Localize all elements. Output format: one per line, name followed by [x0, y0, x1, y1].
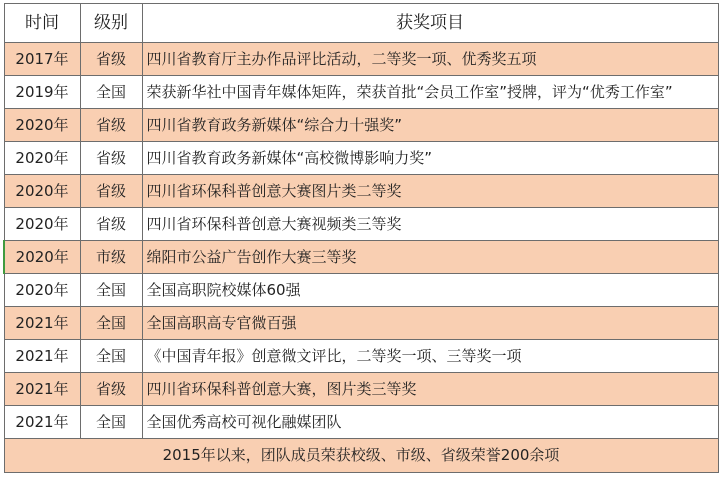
- table-row: [4, 274, 718, 307]
- row-item: 全国高职院校媒体60强: [142, 274, 718, 307]
- table-row: [4, 208, 718, 241]
- row-level: 省级: [80, 208, 142, 241]
- row-level: 全国: [80, 76, 142, 109]
- row-time: 2017年: [4, 43, 80, 76]
- row-level: 省级: [80, 43, 142, 76]
- footer-summary: 2015年以来，团队成员荣获校级、市级、省级荣誉200余项: [4, 439, 718, 473]
- row-item: 四川省教育政务新媒体“综合力十强奖”: [142, 109, 718, 142]
- table-row: [4, 175, 718, 208]
- row-time: 2020年: [4, 208, 80, 241]
- row-item: 四川省环保科普创意大赛图片类二等奖: [142, 175, 718, 208]
- table-row: [4, 340, 718, 373]
- footer-row: [4, 439, 718, 473]
- row-item: 全国高职高专官微百强: [142, 307, 718, 340]
- row-level: 全国: [80, 274, 142, 307]
- row-level: 全国: [80, 406, 142, 439]
- table-row: [4, 109, 718, 142]
- table-row: [4, 142, 718, 175]
- row-item: 《中国青年报》创意微文评比，二等奖一项、三等奖一项: [142, 340, 718, 373]
- table-row: [4, 43, 718, 76]
- header-item: 获奖项目: [142, 4, 718, 43]
- row-time: 2019年: [4, 76, 80, 109]
- row-item: 四川省环保科普创意大赛视频类三等奖: [142, 208, 718, 241]
- row-level: 全国: [80, 340, 142, 373]
- table-row: [4, 373, 718, 406]
- row-level: 省级: [80, 373, 142, 406]
- row-time: 2020年: [4, 241, 80, 274]
- row-time: 2021年: [4, 373, 80, 406]
- row-item: 四川省教育政务新媒体“高校微博影响力奖”: [142, 142, 718, 175]
- header-row: [4, 4, 718, 43]
- row-time: 2021年: [4, 340, 80, 373]
- table-row: [4, 76, 718, 109]
- row-time: 2020年: [4, 175, 80, 208]
- header-time: 时间: [4, 4, 80, 43]
- row-time: 2021年: [4, 406, 80, 439]
- row-item: 绵阳市公益广告创作大赛三等奖: [142, 241, 718, 274]
- row-time: 2020年: [4, 109, 80, 142]
- row-level: 全国: [80, 307, 142, 340]
- row-time: 2021年: [4, 307, 80, 340]
- row-time: 2020年: [4, 274, 80, 307]
- row-level: 省级: [80, 142, 142, 175]
- awards-sheet: [3, 3, 717, 484]
- row-item: 四川省环保科普创意大赛，图片类三等奖: [142, 373, 718, 406]
- row-level: 市级: [80, 241, 142, 274]
- row-level: 省级: [80, 109, 142, 142]
- header-level: 级别: [80, 4, 142, 43]
- table-row: [4, 406, 718, 439]
- awards-table: [3, 3, 719, 473]
- table-row: [4, 241, 718, 274]
- row-time: 2020年: [4, 142, 80, 175]
- row-level: 省级: [80, 175, 142, 208]
- row-item: 荣获新华社中国青年媒体矩阵，荣获首批“会员工作室”授牌，评为“优秀工作室”: [142, 76, 718, 109]
- table-row: [4, 307, 718, 340]
- row-item: 全国优秀高校可视化融媒团队: [142, 406, 718, 439]
- row-item: 四川省教育厅主办作品评比活动，二等奖一项、优秀奖五项: [142, 43, 718, 76]
